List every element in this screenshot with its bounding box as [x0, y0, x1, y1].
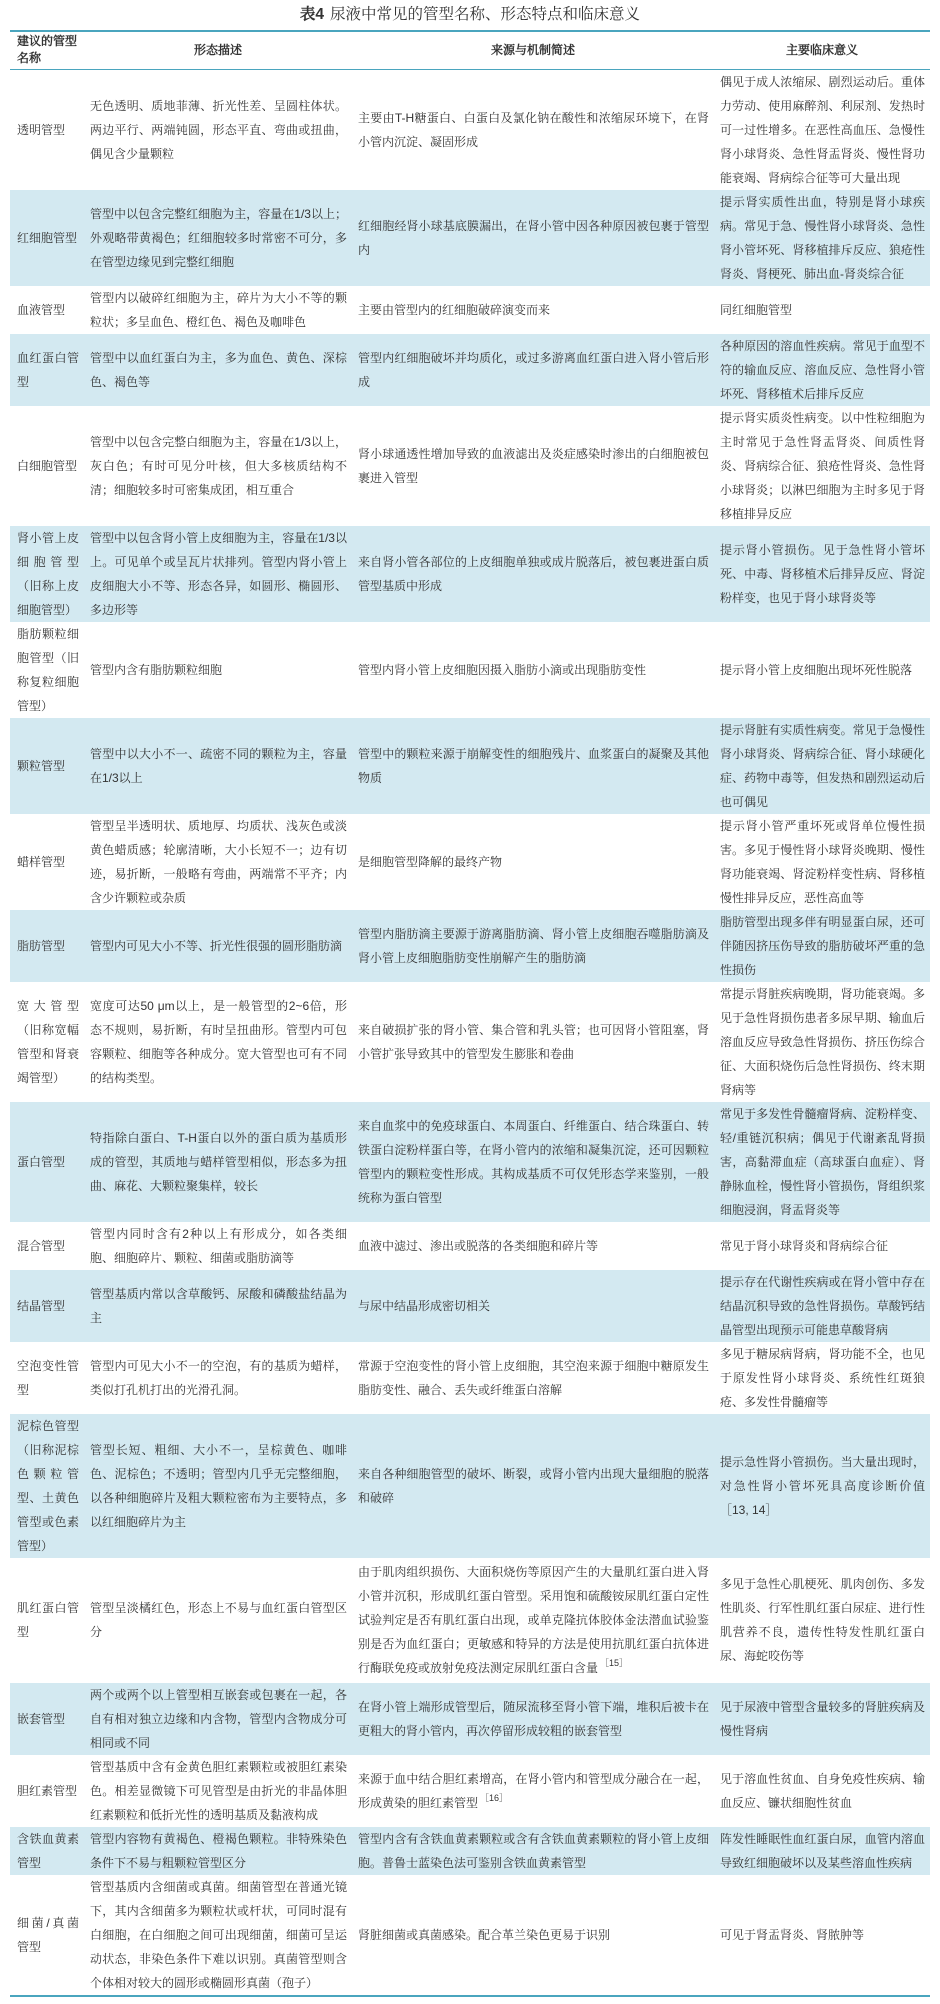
mechanism-text: 血液中滤过、渗出或脱落的各类细胞和碎片等 [358, 1238, 599, 1253]
cast-name-cell [10, 910, 84, 982]
cast-name-cell [10, 814, 84, 910]
table-row [10, 69, 930, 190]
mechanism-text: 在肾小管上端形成管型后，随尿流移至肾小管下端，堆积后被卡在更粗大的肾小管内，再次停留形成较粗的嵌套管型 [358, 1699, 709, 1738]
significance-cell [714, 1558, 930, 1683]
significance-cell [714, 526, 930, 622]
header-cast-name: 建议的管型名称 [10, 31, 84, 69]
morphology-cell [84, 814, 352, 910]
significance-cell [714, 1683, 930, 1755]
table-row [10, 1558, 930, 1683]
cast-name: 颗粒管型 [17, 758, 66, 773]
morphology-cell [84, 1414, 352, 1558]
significance-text: 同红细胞管型 [720, 302, 793, 317]
cast-name-cell [10, 406, 84, 526]
mechanism-text: 红细胞经肾小球基底膜漏出，在肾小管中因各种原因被包裹于管型内 [358, 218, 709, 257]
table-row [10, 1683, 930, 1755]
header-significance: 主要临床意义 [714, 31, 930, 69]
mechanism-cell [352, 982, 714, 1102]
morphology-text: 管型长短、粗细、大小不一，呈棕黄色、咖啡色、泥棕色；不透明；管型内几乎无完整细胞，以各种细胞碎片及粗大颗粒密布为主要特点，多以红细胞碎片为主 [90, 1442, 347, 1529]
cast-name: 细菌/真菌管型 [17, 1915, 79, 1954]
cast-name-cell [10, 526, 84, 622]
mechanism-cell [352, 1875, 714, 1996]
cast-name-cell [10, 1875, 84, 1996]
morphology-cell [84, 1222, 352, 1270]
mechanism-cell [352, 1755, 714, 1827]
morphology-text: 管型呈半透明状、质地厚、均质状、浅灰色或淡黄色蜡质感；轮廓清晰，大小长短不一；边有切迹，易折断，一般略有弯曲，两端常不平齐；内含少许颗粒或杂质 [90, 818, 347, 905]
cast-name: 胆红素管型 [17, 1783, 78, 1798]
morphology-cell [84, 1270, 352, 1342]
morphology-text: 管型中以包含完整红细胞为主，容量在1/3以上；外观略带黄褐色；红细胞较多时常密不可分，多在管型边缘见到完整红细胞 [90, 206, 347, 269]
table-row [10, 1755, 930, 1827]
mechanism-cell [352, 622, 714, 718]
cast-name-cell [10, 1683, 84, 1755]
morphology-cell [84, 1342, 352, 1414]
significance-text: 常见于肾小球肾炎和肾病综合征 [720, 1238, 889, 1253]
significance-cell [714, 69, 930, 190]
mechanism-cell [352, 334, 714, 406]
mechanism-text: 管型内脂肪滴主要源于游离脂肪滴、肾小管上皮细胞吞噬脂肪滴及肾小管上皮细胞脂肪变性崩解产生的脂肪滴 [358, 926, 709, 965]
significance-cell [714, 718, 930, 814]
significance-cell [714, 1827, 930, 1875]
mechanism-cell [352, 1102, 714, 1222]
mechanism-cell [352, 1414, 714, 1558]
cast-name: 混合管型 [17, 1238, 66, 1253]
mechanism-text: 来自各种细胞管型的破坏、断裂，或肾小管内出现大量细胞的脱落和破碎 [358, 1466, 709, 1505]
significance-cell [714, 1875, 930, 1996]
table-number: 表4 [299, 6, 325, 23]
table-row [10, 1102, 930, 1222]
morphology-cell [84, 190, 352, 286]
mechanism-text: 主要由T-H糖蛋白、白蛋白及氯化钠在酸性和浓缩尿环境下，在肾小管内沉淀、凝固形成 [358, 110, 709, 149]
significance-cell [714, 190, 930, 286]
significance-text: 提示肾小管严重坏死或肾单位慢性损害。多见于慢性肾小球肾炎晚期、慢性肾功能衰竭、肾淀粉样变性病、肾移植慢性排异反应，恶性高血等 [720, 818, 925, 905]
mechanism-cell [352, 1683, 714, 1755]
morphology-cell [84, 286, 352, 334]
mechanism-cell [352, 814, 714, 910]
significance-text: 提示肾小管损伤。见于急性肾小管坏死、中毒、肾移植术后排异反应、肾淀粉样变，也见于肾小球肾炎等 [720, 542, 925, 605]
reference-citation[interactable]: ［16］ [480, 1792, 509, 1803]
cast-name-cell [10, 190, 84, 286]
mechanism-text: 由于肌肉组织损伤、大面积烧伤等原因产生的大量肌红蛋白进入肾小管并沉积，形成肌红蛋白管型。采用饱和硫酸铵尿肌红蛋白定性试验判定是否有肌红蛋白出现，或单克隆抗体胶体金法潜血试验鉴别是否为血红蛋白；更敏感和特异的方法是使用抗肌红蛋白抗体进行酶联免疫或放射免疫法测定尿肌红蛋白含量 [358, 1565, 709, 1675]
table-caption [0, 0, 940, 30]
cast-name: 血液管型 [17, 302, 66, 317]
table-row [10, 526, 930, 622]
cast-name: 白细胞管型 [17, 458, 78, 473]
morphology-cell [84, 526, 352, 622]
cast-name: 泥棕色管型（旧称泥棕色颗粒管型、土黄色管型或色素管型） [17, 1418, 79, 1553]
cast-name-cell [10, 1222, 84, 1270]
significance-text: 多见于糖尿病肾病，肾功能不全，也见于原发性肾小球肾炎、系统性红斑狼疮、多发性骨髓瘤等 [720, 1346, 925, 1409]
mechanism-text: 管型内肾小管上皮细胞因摄入脂肪小滴或出现脂肪变性 [358, 662, 647, 677]
morphology-cell [84, 1558, 352, 1683]
mechanism-text: 来源于血中结合胆红素增高，在肾小管内和管型成分融合在一起，形成黄染的胆红素管型 [358, 1771, 709, 1810]
significance-cell [714, 1755, 930, 1827]
header-morphology: 形态描述 [84, 31, 352, 69]
significance-text: 提示存在代谢性疾病或在肾小管中存在结晶沉积导致的急性肾损伤。草酸钙结晶管型出现预示可能患草酸肾病 [720, 1274, 925, 1337]
morphology-text: 两个或两个以上管型相互嵌套或包裹在一起，各自有相对独立边缘和内含物，管型内含物成分可相同或不同 [90, 1687, 347, 1750]
morphology-text: 管型内含有脂肪颗粒细胞 [90, 662, 223, 677]
cast-name-cell [10, 1755, 84, 1827]
table-row [10, 334, 930, 406]
reference-citation[interactable]: ［15］ [600, 1658, 629, 1668]
mechanism-cell [352, 1342, 714, 1414]
cast-name: 脂肪颗粒细胞管型（旧称复粒细胞管型） [17, 626, 79, 713]
table-title: 尿液中常见的管型名称、形态特点和临床意义 [330, 6, 641, 23]
table-header-row [10, 31, 930, 69]
mechanism-cell [352, 190, 714, 286]
cast-name-cell [10, 1270, 84, 1342]
mechanism-text: 管型内红细胞破坏并均质化，或过多游离血红蛋白进入肾小管后形成 [358, 350, 709, 389]
significance-text: 提示急性肾小管损伤。当大量出现时，对急性肾小管坏死具高度诊断价值 [720, 1454, 925, 1493]
cast-name: 结晶管型 [17, 1298, 66, 1313]
mechanism-cell [352, 910, 714, 982]
cast-name: 含铁血黄素管型 [17, 1831, 79, 1870]
significance-cell [714, 1270, 930, 1342]
significance-text: 提示肾小管上皮细胞出现坏死性脱落 [720, 662, 913, 677]
table-row [10, 1827, 930, 1875]
morphology-text: 管型基质中含有金黄色胆红素颗粒或被胆红素染色。相差显微镜下可见管型是由折光的非晶体胆红素颗粒和低折光性的透明基质及黏液构成 [90, 1759, 347, 1822]
significance-cell [714, 982, 930, 1102]
cast-name: 红细胞管型 [17, 230, 78, 245]
table-row [10, 718, 930, 814]
morphology-cell [84, 1875, 352, 1996]
reference-citation[interactable]: ［13, 14］ [720, 1502, 778, 1517]
cast-name: 嵌套管型 [17, 1711, 66, 1726]
morphology-text: 管型内可见大小不一的空泡，有的基质为蜡样，类似打孔机打出的光滑孔洞。 [90, 1358, 347, 1397]
table-row [10, 1222, 930, 1270]
significance-cell [714, 622, 930, 718]
mechanism-cell [352, 406, 714, 526]
cast-name-cell [10, 69, 84, 190]
morphology-cell [84, 69, 352, 190]
significance-text: 阵发性睡眠性血红蛋白尿，血管内溶血导致红细胞破坏以及某些溶血性疾病 [720, 1831, 925, 1870]
morphology-cell [84, 1683, 352, 1755]
mechanism-text: 来自肾小管各部位的上皮细胞单独或成片脱落后，被包裹进蛋白质管型基质中形成 [358, 554, 709, 593]
table-row [10, 286, 930, 334]
cast-name-cell [10, 1102, 84, 1222]
morphology-text: 管型呈淡橘红色，形态上不易与血红蛋白管型区分 [90, 1601, 347, 1639]
cast-name-cell [10, 982, 84, 1102]
table-row [10, 190, 930, 286]
mechanism-cell [352, 526, 714, 622]
header-mechanism: 来源与机制简述 [352, 31, 714, 69]
table-row [10, 1342, 930, 1414]
cast-name-cell [10, 622, 84, 718]
table-row [10, 1270, 930, 1342]
mechanism-text: 是细胞管型降解的最终产物 [358, 854, 503, 869]
cast-name-cell [10, 718, 84, 814]
table-row [10, 1414, 930, 1558]
significance-cell [714, 334, 930, 406]
cast-name: 血红蛋白管型 [17, 350, 79, 389]
mechanism-text: 与尿中结晶形成密切相关 [358, 1298, 491, 1313]
cast-name: 空泡变性管型 [17, 1358, 79, 1397]
cast-name: 肾小管上皮细胞管型（旧称上皮细胞管型） [17, 530, 79, 617]
mechanism-text: 来自破损扩张的肾小管、集合管和乳头管；也可因肾小管阻塞，肾小管扩张导致其中的管型发生膨胀和卷曲 [358, 1022, 709, 1061]
morphology-text: 管型内同时含有2种以上有形成分，如各类细胞、细胞碎片、颗粒、细菌或脂肪滴等 [90, 1226, 347, 1265]
mechanism-text: 管型内含有含铁血黄素颗粒或含有含铁血黄素颗粒的肾小管上皮细胞。普鲁士蓝染色法可鉴别含铁血黄素管型 [358, 1831, 709, 1870]
significance-text: 提示肾实质性出血，特别是肾小球疾病。常见于急、慢性肾小球肾炎、急性肾小管坏死、肾移植排斥反应、狼疮性肾炎、肾梗死、肺出血-肾炎综合征 [720, 194, 925, 281]
morphology-cell [84, 406, 352, 526]
urine-casts-table [10, 30, 930, 1997]
table-row [10, 406, 930, 526]
significance-cell [714, 1342, 930, 1414]
morphology-cell [84, 334, 352, 406]
table-row [10, 622, 930, 718]
mechanism-cell [352, 718, 714, 814]
mechanism-cell [352, 286, 714, 334]
table-row [10, 910, 930, 982]
table-row [10, 982, 930, 1102]
morphology-text: 管型内可见大小不等、折光性很强的圆形脂肪滴 [90, 938, 343, 953]
morphology-text: 无色透明、质地菲薄、折光性差、呈圆柱体状。两边平行、两端钝圆，形态平直、弯曲或扭曲，偶见含少量颗粒 [90, 98, 347, 161]
morphology-text: 管型中以血红蛋白为主，多为血色、黄色、深棕色、褐色等 [90, 350, 347, 389]
cast-name-cell [10, 334, 84, 406]
significance-text: 见于尿液中管型含量较多的肾脏疾病及慢性肾病 [720, 1699, 925, 1738]
mechanism-text: 常源于空泡变性的肾小管上皮细胞，其空泡来源于细胞中糖原发生脂肪变性、融合、丢失或纤维蛋白溶解 [358, 1358, 709, 1397]
significance-cell [714, 814, 930, 910]
morphology-text: 特指除白蛋白、T-H蛋白以外的蛋白质为基质形成的管型，其质地与蜡样管型相似，形态多为扭曲、麻花、大颗粒聚集样，较长 [90, 1130, 347, 1193]
mechanism-text: 主要由管型内的红细胞破碎演变而来 [358, 302, 551, 317]
significance-cell [714, 286, 930, 334]
morphology-text: 管型中以大小不一、疏密不同的颗粒为主，容量在1/3以上 [90, 746, 347, 785]
cast-name-cell [10, 1558, 84, 1683]
significance-text: 脂肪管型出现多伴有明显蛋白尿，还可伴随因挤压伤导致的脂肪破坏严重的急性损伤 [720, 914, 925, 977]
mechanism-text: 肾脏细菌或真菌感染。配合革兰染色更易于识别 [358, 1927, 611, 1942]
significance-text: 提示肾实质炎性病变。以中性粒细胞为主时常见于急性肾盂肾炎、间质性肾炎、肾病综合征、狼疮性肾炎、急性肾小球肾炎；以淋巴细胞为主时多见于肾移植排异反应 [720, 410, 925, 521]
table-row [10, 814, 930, 910]
cast-name-cell [10, 1414, 84, 1558]
significance-cell [714, 1222, 930, 1270]
cast-name: 肌红蛋白管型 [17, 1601, 79, 1639]
morphology-cell [84, 1827, 352, 1875]
morphology-text: 管型内以破碎红细胞为主，碎片为大小不等的颗粒状；多呈血色、橙红色、褐色及咖啡色 [90, 290, 347, 329]
significance-cell [714, 910, 930, 982]
morphology-cell [84, 1102, 352, 1222]
cast-name: 脂肪管型 [17, 938, 66, 953]
significance-text: 见于溶血性贫血、自身免疫性疾病、输血反应、镰状细胞性贫血 [720, 1771, 925, 1810]
cast-name: 透明管型 [17, 122, 66, 137]
morphology-text: 管型中以包含肾小管上皮细胞为主，容量在1/3以上。可见单个或呈瓦片状排列。管型内肾小管上皮细胞大小不等、形态各异，如圆形、椭圆形、多边形等 [90, 530, 347, 617]
cast-name: 宽大管型（旧称宽幅管型和肾衰竭管型） [17, 998, 79, 1085]
morphology-cell [84, 1755, 352, 1827]
significance-text: 各种原因的溶血性疾病。常见于血型不符的输血反应、溶血反应、急性肾小管坏死、肾移植术后排斥反应 [720, 338, 925, 401]
mechanism-cell [352, 1827, 714, 1875]
significance-text: 提示肾脏有实质性病变。常见于急慢性肾小球肾炎、肾病综合征、肾小球硬化症、药物中毒等，但发热和剧烈运动后也可偶见 [720, 722, 925, 809]
cast-name: 蜡样管型 [17, 854, 66, 869]
significance-cell [714, 1102, 930, 1222]
morphology-text: 管型基质内常以含草酸钙、尿酸和磷酸盐结晶为主 [90, 1286, 347, 1325]
table-row [10, 1875, 930, 1996]
mechanism-text: 来自血浆中的免疫球蛋白、本周蛋白、纤维蛋白、结合珠蛋白、转铁蛋白淀粉样蛋白等，在肾小管内的浓缩和凝集沉淀，还可因颗粒管型内的颗粒变性形成。其构成基质不可仅凭形态学来鉴别，一般统称为蛋白管型 [358, 1118, 709, 1205]
morphology-cell [84, 910, 352, 982]
significance-cell [714, 1414, 930, 1558]
mechanism-cell [352, 69, 714, 190]
significance-text: 常提示肾脏疾病晚期，肾功能衰竭。多见于急性肾损伤患者多尿早期、输血后溶血反应导致急性肾损伤、挤压伤综合征、大面积烧伤后急性肾损伤、终末期肾病等 [720, 986, 925, 1097]
mechanism-cell [352, 1270, 714, 1342]
mechanism-cell [352, 1222, 714, 1270]
cast-name: 蛋白管型 [17, 1154, 66, 1169]
mechanism-text: 肾小球通透性增加导致的血液滤出及炎症感染时渗出的白细胞被包裹进入管型 [358, 446, 709, 485]
morphology-text: 宽度可达50 μm以上，是一般管型的2~6倍，形态不规则，易折断，有时呈扭曲形。管型内可包容颗粒、细胞等各种成分。宽大管型也可有不同的结构类型。 [90, 998, 347, 1085]
morphology-text: 管型内容物有黄褐色、橙褐色颗粒。非特殊染色条件下不易与粗颗粒管型区分 [90, 1831, 347, 1870]
morphology-text: 管型基质内含细菌或真菌。细菌管型在普通光镜下，其内含细菌多为颗粒状或杆状，可同时混有白细胞，在白细胞之间可出现细菌，细菌可呈运动状态，非染色条件下难以识别。真菌管型则含个体相对较大的圆形或椭圆形真菌（孢子） [90, 1879, 347, 1990]
significance-cell [714, 406, 930, 526]
significance-text: 常见于多发性骨髓瘤肾病、淀粉样变、轻/重链沉积病；偶见于代谢紊乱肾损害，高黏滞血症（高球蛋白血症）、肾静脉血栓，慢性肾小管损伤，肾组织浆细胞浸润，肾盂肾炎等 [720, 1106, 925, 1217]
significance-text: 偶见于成人浓缩尿、剧烈运动后。重体力劳动、使用麻醉剂、利尿剂、发热时可一过性增多。在恶性高血压、急慢性肾小球肾炎、急性肾盂肾炎、慢性肾功能衰竭、肾病综合征等可大量出现 [720, 74, 925, 185]
morphology-cell [84, 718, 352, 814]
significance-text: 可见于肾盂肾炎、肾脓肿等 [720, 1927, 865, 1942]
morphology-cell [84, 622, 352, 718]
mechanism-cell [352, 1558, 714, 1683]
cast-name-cell [10, 1342, 84, 1414]
morphology-cell [84, 982, 352, 1102]
cast-name-cell [10, 1827, 84, 1875]
cast-name-cell [10, 286, 84, 334]
mechanism-text: 管型中的颗粒来源于崩解变性的细胞残片、血浆蛋白的凝聚及其他物质 [358, 746, 709, 785]
significance-text: 多见于急性心肌梗死、肌肉创伤、多发性肌炎、行军性肌红蛋白尿症、进行性肌营养不良，遗传性特发性肌红蛋白尿、海蛇咬伤等 [720, 1577, 925, 1663]
morphology-text: 管型中以包含完整白细胞为主，容量在1/3以上，灰白色；有时可见分叶核，但大多核质结构不清；细胞较多时可密集成团，相互重合 [90, 434, 347, 497]
